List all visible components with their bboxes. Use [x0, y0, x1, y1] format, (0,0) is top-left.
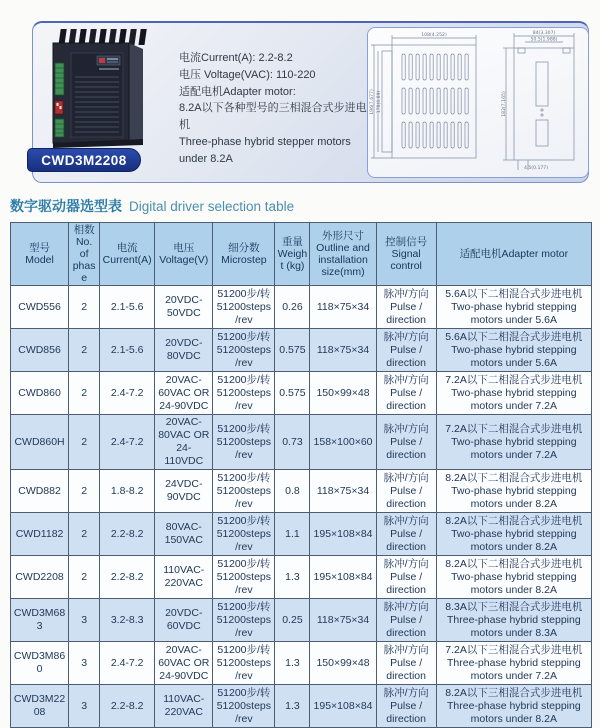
stepper-driver-illustration [45, 27, 147, 149]
phase-cell: 2 [69, 513, 100, 556]
table-row [11, 470, 592, 513]
current-cell: 2.2-8.2 [100, 556, 155, 599]
dip-switch [55, 101, 63, 114]
voltage-cell: 110VAC-220VAC [155, 556, 213, 599]
current-cell: 2.2-8.2 [100, 685, 155, 728]
weight-cell: 0.575 [275, 372, 310, 415]
adapter-cell: 7.2A以下二相混合式步进电机 Two-phase hybrid stepping motors under 7.2A [436, 372, 591, 415]
weight-cell: 0.575 [275, 329, 310, 372]
current-cell: 2.4-7.2 [100, 642, 155, 685]
spec-adapter-title: 适配电机Adapter motor: [179, 85, 296, 98]
outline-cell: 195×108×84 [310, 556, 376, 599]
section-title-zh: 数字驱动器选型表 [10, 198, 122, 214]
header-weight: 重量 Weight (kg) [275, 223, 310, 286]
side-view-outline [514, 48, 574, 160]
dimension-drawings-panel [367, 27, 589, 178]
voltage-cell: 20VDC-50VDC [155, 286, 213, 329]
header-voltage: 电压 Voltage(V) [155, 223, 213, 286]
signal-cell: 脉冲/方向 Pulse / direction [376, 415, 436, 470]
voltage-cell: 20VDC-80VDC [155, 329, 213, 372]
outline-cell: 195×108×84 [310, 513, 376, 556]
outline-cell: 118×75×34 [310, 286, 376, 329]
microstep-cell: 51200步/转 51200steps /rev [213, 556, 275, 599]
spec-voltage: 电压 Voltage(VAC): 110-220 [179, 68, 316, 81]
weight-cell: 0.25 [275, 599, 310, 642]
microstep-cell: 51200步/转 51200steps /rev [213, 415, 275, 470]
signal-cell: 脉冲/方向 Pulse / direction [376, 599, 436, 642]
adapter-cell: 8.2A以下二相混合式步进电机 Two-phase hybrid stepping motors under 8.2A [436, 470, 591, 513]
model-cell: CWD856 [11, 329, 69, 372]
signal-cell: 脉冲/方向 Pulse / direction [376, 286, 436, 329]
dimension-drawings [368, 28, 588, 177]
table-header-row [11, 223, 592, 286]
voltage-cell: 20VDC-60VDC [155, 599, 213, 642]
model-cell: CWD1182 [11, 513, 69, 556]
adapter-cell: 5.6A以下二相混合式步进电机 Two-phase hybrid stepping motors under 5.6A [436, 286, 591, 329]
table-row [11, 642, 592, 685]
current-cell: 2.1-5.6 [100, 329, 155, 372]
outline-cell: 150×99×48 [310, 372, 376, 415]
weight-cell: 1.3 [275, 642, 310, 685]
table-row [11, 415, 592, 470]
model-cell: CWD556 [11, 286, 69, 329]
current-cell: 3.2-8.3 [100, 599, 155, 642]
dim-side-height: 182(7.165) [502, 91, 507, 117]
table-row [11, 286, 592, 329]
driver-label-plate [71, 53, 123, 137]
voltage-cell: 20VAC-80VAC OR 24-110VDC [155, 415, 213, 470]
voltage-cell: 20VAC-60VAC OR 24-90VDC [155, 372, 213, 415]
phase-cell: 2 [69, 415, 100, 470]
weight-cell: 0.73 [275, 415, 310, 470]
current-cell: 2.2-8.2 [100, 513, 155, 556]
voltage-cell: 20VAC-60VAC OR 24-90VDC [155, 642, 213, 685]
microstep-cell: 51200步/转 51200steps /rev [213, 642, 275, 685]
current-cell: 2.1-5.6 [100, 286, 155, 329]
header-phase: 相数 No. of phase [69, 223, 100, 286]
table-row [11, 556, 592, 599]
selection-table [10, 222, 592, 728]
table-row [11, 372, 592, 415]
weight-cell: 1.1 [275, 513, 310, 556]
header-current: 电流 Current(A) [100, 223, 155, 286]
adapter-cell: 8.3A以下三相混合式步进电机 Three-phase hybrid stepping motors under 8.3A [436, 599, 591, 642]
table-row [11, 329, 592, 372]
microstep-cell: 51200步/转 51200steps /rev [213, 329, 275, 372]
microstep-cell: 51200步/转 51200steps /rev [213, 470, 275, 513]
header-model: 型号 Model [11, 223, 69, 286]
header-microstep: 细分数 Microstep [213, 223, 275, 286]
signal-cell: 脉冲/方向 Pulse / direction [376, 642, 436, 685]
selection-table-body [11, 286, 592, 728]
outline-cell: 158×100×60 [310, 415, 376, 470]
dim-side-width: 84(3.307) [532, 31, 556, 36]
adapter-cell: 7.2A以下二相混合式步进电机 Two-phase hybrid stepping motors under 7.2A [436, 415, 591, 470]
phase-cell: 2 [69, 329, 100, 372]
current-cell: 2.4-7.2 [100, 415, 155, 470]
model-badge [27, 148, 141, 172]
current-cell: 2.4-7.2 [100, 372, 155, 415]
model-cell: CWD3M2208 [11, 685, 69, 728]
terminal-block-bottom [55, 119, 64, 137]
phase-cell: 3 [69, 642, 100, 685]
weight-cell: 1.3 [275, 556, 310, 599]
phase-cell: 2 [69, 470, 100, 513]
phase-cell: 2 [69, 372, 100, 415]
adapter-cell: 7.2A以下三相混合式步进电机 Three-phase hybrid stepping motors under 7.2A [436, 642, 591, 685]
spec-list [179, 50, 374, 168]
weight-cell: 1.3 [275, 685, 310, 728]
table-row [11, 599, 592, 642]
model-cell: CWD3M860 [11, 642, 69, 685]
signal-cell: 脉冲/方向 Pulse / direction [376, 372, 436, 415]
phase-cell: 3 [69, 685, 100, 728]
model-badge-label: CWD3M2208 [41, 152, 127, 168]
table-row [11, 513, 592, 556]
microstep-cell: 51200步/转 51200steps /rev [213, 286, 275, 329]
outline-cell: 150×99×48 [310, 642, 376, 685]
microstep-cell: 51200步/转 51200steps /rev [213, 513, 275, 556]
signal-cell: 脉冲/方向 Pulse / direction [376, 685, 436, 728]
current-cell: 1.8-8.2 [100, 470, 155, 513]
dim-front-height-inner: 178(6.89) [377, 90, 382, 114]
weight-cell: 0.26 [275, 286, 310, 329]
spec-adapter-en2: under 8.2A [179, 152, 233, 165]
signal-cell: 脉冲/方向 Pulse / direction [376, 470, 436, 513]
product-photo [45, 27, 147, 149]
microstep-cell: 51200步/转 51200steps /rev [213, 599, 275, 642]
model-cell: CWD860 [11, 372, 69, 415]
header-signal: 控制信号 Signal control [376, 223, 436, 286]
dim-side-inner-width: 50.5(1.988) [530, 37, 558, 43]
front-view-outline [392, 45, 476, 158]
outline-cell: 118×75×34 [310, 470, 376, 513]
signal-cell: 脉冲/方向 Pulse / direction [376, 513, 436, 556]
phase-cell: 2 [69, 556, 100, 599]
adapter-cell: 8.2A以下二相混合式步进电机 Two-phase hybrid stepping motors under 8.2A [436, 556, 591, 599]
header-adapter: 适配电机Adapter motor [436, 223, 591, 286]
phase-cell: 3 [69, 599, 100, 642]
outline-cell: 118×75×34 [310, 599, 376, 642]
spec-adapter-en1: Three-phase hybrid stepper motors [179, 135, 351, 148]
microstep-cell: 51200步/转 51200steps /rev [213, 372, 275, 415]
outline-cell: 195×108×84 [310, 685, 376, 728]
dim-front-width: 108(4.252) [421, 33, 447, 38]
phase-cell: 2 [69, 286, 100, 329]
model-cell: CWD882 [11, 470, 69, 513]
spec-current: 电流Current(A): 2.2-8.2 [179, 52, 293, 64]
voltage-cell: 80VAC-150VAC [155, 513, 213, 556]
adapter-cell: 8.2A以下二相混合式步进电机 Two-phase hybrid stepping motors under 8.2A [436, 513, 591, 556]
weight-cell: 0.8 [275, 470, 310, 513]
spec-adapter-zh: 8.2A以下各种型号的三相混合式步进电机 [179, 102, 367, 132]
voltage-cell: 24VDC-90VDC [155, 470, 213, 513]
section-title [10, 196, 294, 216]
table-row [11, 685, 592, 728]
signal-cell: 脉冲/方向 Pulse / direction [376, 329, 436, 372]
signal-cell: 脉冲/方向 Pulse / direction [376, 556, 436, 599]
microstep-cell: 51200步/转 51200steps /rev [213, 685, 275, 728]
vent-slots [402, 54, 468, 148]
adapter-cell: 5.6A以下二相混合式步进电机 Two-phase hybrid stepping motors under 5.6A [436, 329, 591, 372]
outline-cell: 118×75×34 [310, 329, 376, 372]
section-title-en: Digital driver selection table [129, 199, 295, 214]
header-outline: 外形尺寸 Outline and installation size(mm) [310, 223, 376, 286]
dim-foot: 4.5(0.177) [523, 166, 549, 171]
model-cell: CWD3M683 [11, 599, 69, 642]
dimension-labels [369, 30, 558, 171]
driver-side-face [129, 43, 143, 145]
voltage-cell: 110VAC-220VAC [155, 685, 213, 728]
adapter-cell: 8.2A以下三相混合式步进电机 Three-phase hybrid stepping motors under 8.2A [436, 685, 591, 728]
model-cell: CWD860H [11, 415, 69, 470]
model-cell: CWD2208 [11, 556, 69, 599]
dim-front-height-outer: 196(7.677) [370, 89, 375, 115]
